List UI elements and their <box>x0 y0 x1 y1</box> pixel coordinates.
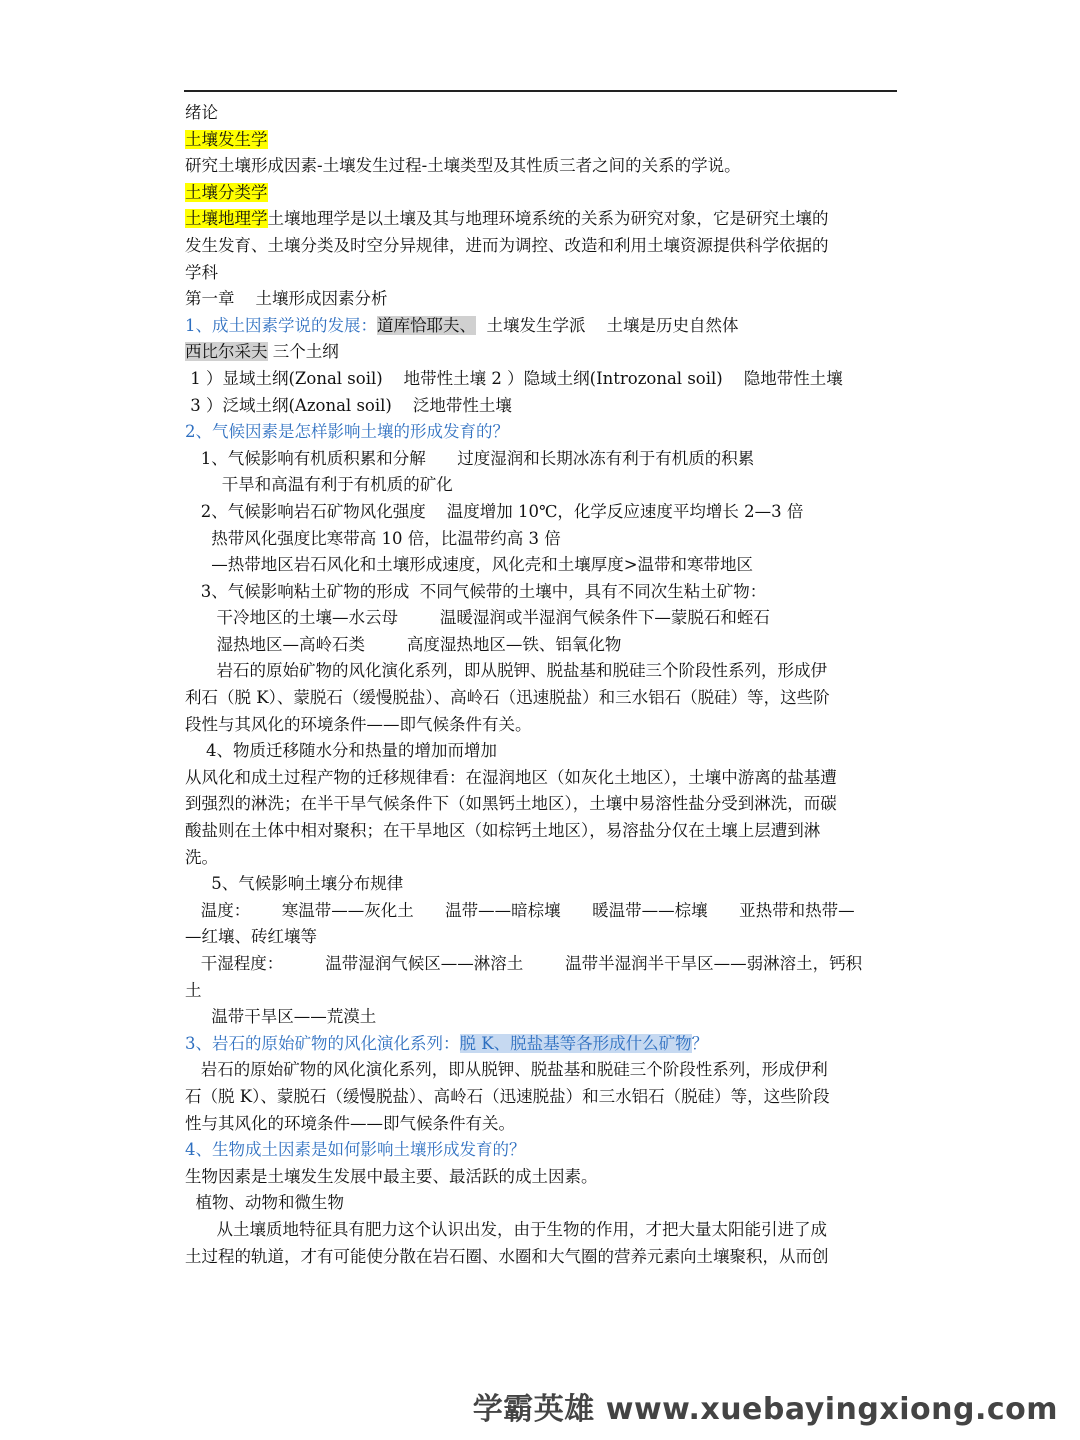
paragraph-line: 土 <box>185 980 202 1000</box>
paragraph-line: 1 ）显域土纲(Zonal soil) 地带性土壤 2 ）隐域土纲(Introzonal soil) 隐地带性土壤 <box>185 368 843 388</box>
paragraph-line: 从风化和成土过程产物的迁移规律看：在湿润地区（如灰化土地区），土壤中游离的盐基遭 <box>185 767 837 787</box>
highlight-gray: 西比尔采夫 <box>185 342 268 362</box>
paragraph-line: 从土壤质地特征具有肥力这个认识出发，由于生物的作用，才把大量太阳能引进了成 <box>185 1219 827 1239</box>
highlight-blue: 脱 K、脱盐基等各形成什么矿物 <box>459 1033 692 1053</box>
paragraph-line: 学科 <box>185 262 218 282</box>
highlight-yellow: 土壤分类学 <box>185 182 268 202</box>
paragraph-line: 3、气候影响粘土矿物的形成 不同气候带的土壤中，具有不同次生粘土矿物： <box>185 581 767 601</box>
site-watermark: 学霸英雄 www.xuebayingxiong.com <box>472 1392 1058 1427</box>
paragraph-line: 岩石的原始矿物的风化演化系列，即从脱钾、脱盐基和脱硅三个阶段性系列，形成伊利 <box>185 1060 828 1080</box>
term-soil-classification <box>185 180 897 207</box>
paragraph-line: 酸盐则在土体中相对聚积；在干旱地区（如棕钙土地区），易溶盐分仅在土壤上层遭到淋 <box>185 821 821 841</box>
paragraph-line: 土壤地理学土壤地理学是以土壤及其与地理环境系统的关系为研究对象，它是研究土壤的 <box>185 209 829 229</box>
paragraph-line: —热带地区岩石风化和土壤形成速度，风化壳和土壤厚度>温带和寒带地区 <box>185 555 754 575</box>
paragraph-line: 湿热地区—高岭石类 高度湿热地区—铁、铝氧化物 <box>185 634 622 654</box>
paragraph-line: 4、物质迁移随水分和热量的增加而增加 <box>185 741 497 761</box>
paragraph-line: 岩石的原始矿物的风化演化系列，即从脱钾、脱盐基和脱硅三个阶段性系列，形成伊 <box>185 661 827 681</box>
paragraph-line: 植物、动物和微生物 <box>185 1193 344 1213</box>
paragraph-line: 2、气候影响岩石矿物风化强度 温度增加 10℃，化学反应速度平均增长 2—3 倍 <box>185 501 804 521</box>
paragraph-line: 土过程的轨道，才有可能使分散在岩石圈、水圈和大气圈的营养元素向土壤聚积，从而创 <box>185 1246 829 1266</box>
paragraph-line: 5、气候影响土壤分布规律 <box>185 874 404 894</box>
paragraph-line: 干冷地区的土壤—水云母 温暖湿润或半湿润气候条件下—蒙脱石和蛭石 <box>185 608 770 628</box>
paragraph-line: 性与其风化的环境条件——即气候条件有关。 <box>185 1113 515 1133</box>
intro-heading: 绪论 <box>185 103 218 122</box>
paragraph-line: 利石（脱 K）、蒙脱石（缓慢脱盐）、高岭石（迅速脱盐）和三水铝石（脱硅）等，这些阶 <box>185 688 830 708</box>
highlight-yellow: 土壤发生学 <box>185 129 268 149</box>
paragraph-line: 西比尔采夫 三个土纲 <box>185 342 339 362</box>
header-rule <box>184 90 897 92</box>
highlight-gray: 道库恰耶夫、 <box>377 315 476 335</box>
paragraph-line: 石（脱 K）、蒙脱石（缓慢脱盐）、高岭石（迅速脱盐）和三水铝石（脱硅）等，这些阶段 <box>185 1086 830 1106</box>
paragraph-line: 3 ）泛域土纲(Azonal soil) 泛地带性土壤 <box>185 395 512 415</box>
paragraph-line: 段性与其风化的环境条件——即气候条件有关。 <box>185 714 532 734</box>
paragraph-line: 发生发育、土壤分类及时空分异规律，进而为调控、改造和利用土壤资源提供科学依据的 <box>185 235 829 255</box>
paragraph-line: 1、气候影响有机质积累和分解 过度湿润和长期冰冻有利于有机质的积累 <box>185 448 755 468</box>
question-heading: 2、气候因素是怎样影响土壤的形成发育的？ <box>185 422 509 442</box>
paragraph-line: 生物因素是土壤发生发展中最主要、最活跃的成土因素。 <box>185 1166 598 1186</box>
chapter-heading: 第一章 土壤形成因素分析 <box>185 289 388 309</box>
paragraph-line: 研究土壤形成因素-土壤发生过程-土壤类型及其性质三者之间的关系的学说。 <box>185 156 741 176</box>
highlight-yellow: 土壤地理学 <box>185 209 268 229</box>
question-heading: 4、生物成土因素是如何影响土壤形成发育的？ <box>185 1140 526 1160</box>
paragraph-line: 热带风化强度比寒带高 10 倍，比温带约高 3 倍 <box>185 528 561 548</box>
term-soil-genesis <box>185 127 897 154</box>
paragraph-line: 干旱和高温有利于有机质的矿化 <box>185 475 453 495</box>
question-heading: 3、岩石的原始矿物的风化演化系列：脱 K、脱盐基等各形成什么矿物？ <box>185 1033 709 1053</box>
paragraph-line: 干湿程度： 温带湿润气候区——淋溶土 温带半湿润半干旱区——弱淋溶土，钙积 <box>185 954 863 973</box>
paragraph-line: 到强烈的淋洗；在半干旱气候条件下（如黑钙土地区），土壤中易溶性盐分受到淋洗，而碳 <box>185 794 837 814</box>
question-heading: 1、成土因素学说的发展：道库恰耶夫、 土壤发生学派 土壤是历史自然体 <box>185 315 739 335</box>
paragraph-line: 洗。 <box>185 847 218 867</box>
document-body <box>185 100 897 1270</box>
paragraph-line: —红壤、砖红壤等 <box>185 927 317 947</box>
paragraph-line: 温度： 寒温带——灰化土 温带——暗棕壤 暖温带——棕壤 亚热带和热带— <box>185 900 855 920</box>
paragraph-line: 温带干旱区——荒漠土 <box>185 1007 377 1027</box>
